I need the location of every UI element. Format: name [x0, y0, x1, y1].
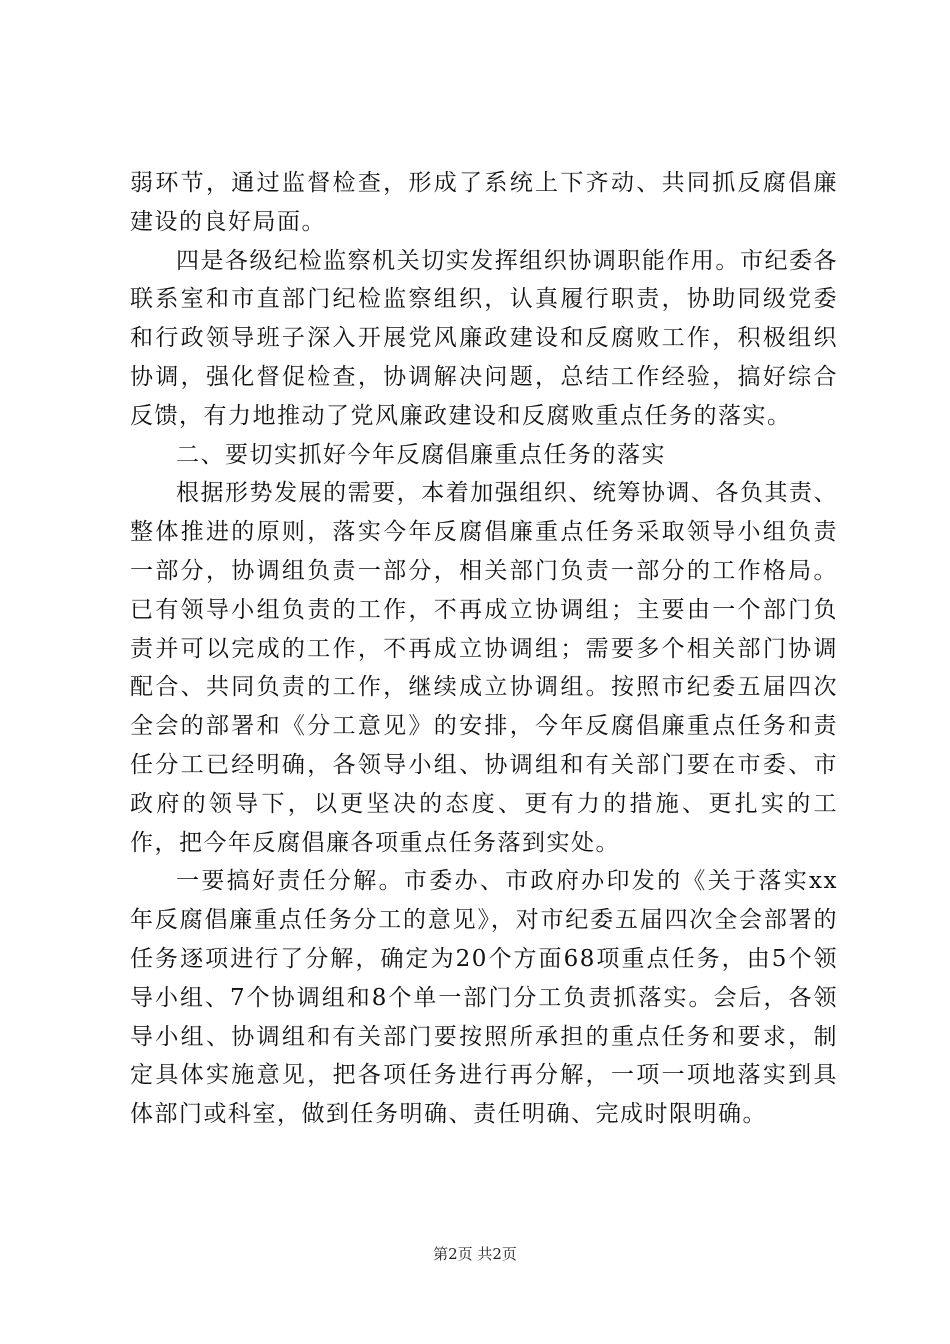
section-heading-two: 二、要切实抓好今年反腐倡廉重点任务的落实 — [176, 441, 666, 468]
paragraph-continuation: 弱环节，通过监督检查，形成了系统上下齐动、共同抓反腐倡廉建设的良好局面。 — [130, 170, 838, 235]
document-body — [130, 164, 838, 1134]
paragraph-work-pattern: 根据形势发展的需要，本着加强组织、统筹协调、各负其责、整体推进的原则，落实今年反腐倡廉重点任务采取领导小组负责一部分，协调组负责一部分，相关部门负责一部分的工作格局。已有领导小组负责的工作，不再成立协调组；主要由一个部门负责并可以完成的工作，不再成立协调组；需要多个相关部门协调配合、共同负责的工作，继续成立协调组。按照市纪委五届四次全会的部署和《分工意见》的安排，今年反腐倡廉重点任务和责任分工已经明确，各领导小组、协调组和有关部门要在市委、市政府的领导下，以更坚决的态度、更有力的措施、更扎实的工作，把今年反腐倡廉各项重点任务落到实处。 — [130, 480, 838, 856]
page-footer: 第2页 共2页 — [433, 1245, 517, 1263]
paragraph-point-four: 四是各级纪检监察机关切实发挥组织协调职能作用。市纪委各联系室和市直部门纪检监察组织，认真履行职责，协助同级党委和行政领导班子深入开展党风廉政建设和反腐败工作，积极组织协调，强化督促检查，协调解决问题，总结工作经验，搞好综合反馈，有力地推动了党风廉政建设和反腐败重点任务的落实。 — [130, 247, 838, 429]
paragraph-responsibility-breakdown: 一要搞好责任分解。市委办、市政府办印发的《关于落实xx年反腐倡廉重点任务分工的意见》，对市纪委五届四次全会部署的任务逐项进行了分解，确定为20个方面68项重点任务，由5个领导小组、7个协调组和8个单一部门分工负责抓落实。会后，各领导小组、协调组和有关部门要按照所承担的重点任务和要求，制定具体实施意见，把各项任务进行再分解，一项一项地落实到具体部门或科室，做到任务明确、责任明确、完成时限明确。 — [130, 868, 838, 1128]
